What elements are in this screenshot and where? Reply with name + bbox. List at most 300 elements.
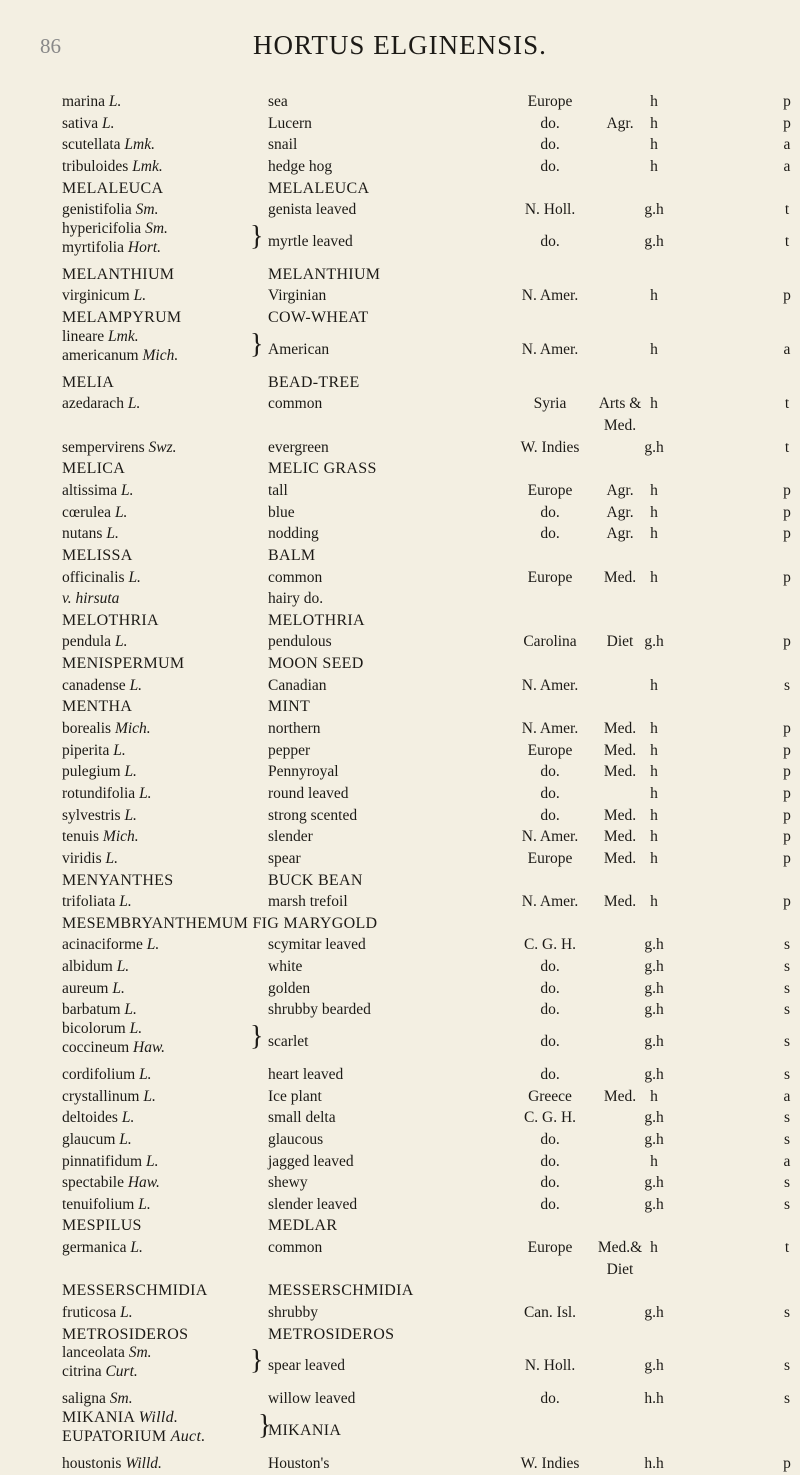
genus-row (0, 372, 800, 394)
duration: p (783, 763, 791, 781)
common-name: pepper (268, 741, 311, 759)
common-name: Ice plant (268, 1087, 322, 1105)
common-name: shewy (268, 1174, 308, 1192)
house: g.h (644, 1001, 664, 1019)
common-name: Canadian (268, 676, 327, 694)
species-name: barbatum L. (62, 1001, 137, 1019)
duration: s (783, 1195, 791, 1213)
common-name: round leaved (268, 784, 349, 802)
genus-name: MELAMPYRUM (62, 309, 182, 327)
species-name: americanum Mich. (62, 346, 179, 364)
genus-name: MELOTHRIA (62, 611, 159, 629)
genus-name: MENYANTHES (62, 871, 174, 889)
house: g.h (644, 1065, 664, 1083)
house: h (650, 525, 658, 543)
country: do. (540, 763, 560, 781)
duration: p (783, 828, 791, 846)
species-name: crystallinum L. (62, 1087, 156, 1105)
species-row (0, 956, 800, 978)
species-name: houstonis Willd. (62, 1454, 162, 1472)
duration: p (783, 784, 791, 802)
authority: L. (129, 1019, 143, 1037)
genus-row (0, 870, 800, 892)
genus-name: MELICA (62, 460, 126, 478)
house: g.h (644, 1304, 664, 1322)
species-row (0, 1064, 800, 1086)
house: h (650, 503, 658, 521)
duration: s (783, 936, 791, 954)
common-name: common (268, 395, 323, 413)
authority: Lmk. (124, 136, 155, 154)
house: h (650, 893, 658, 911)
species-name: germanica L. (62, 1239, 143, 1257)
use: Med.& (597, 1239, 643, 1257)
house: h (650, 287, 658, 305)
species-name: genistifolia Sm. (62, 201, 159, 219)
species-name: cœrulea L. (62, 503, 128, 521)
species-row (0, 1086, 800, 1108)
house: h (650, 340, 658, 358)
species-name: rotundifolia L. (62, 784, 152, 802)
genus-row (0, 545, 800, 567)
variety-name: v. hirsuta (62, 590, 120, 608)
house: h (650, 676, 658, 694)
country: do. (540, 958, 560, 976)
use: Med. (603, 568, 637, 586)
house: g.h (644, 1032, 664, 1050)
country: do. (540, 1195, 560, 1213)
species-name: acinaciforme L. (62, 936, 160, 954)
genus-common-name: MINT (268, 698, 311, 716)
house: h.h (644, 1454, 664, 1472)
authority: Haw. (127, 1174, 160, 1192)
species-name: tenuis Mich. (62, 828, 139, 846)
authority: L. (124, 1001, 137, 1019)
genus-name: MENISPERMUM (62, 655, 185, 673)
species-name: officinalis L. (62, 568, 141, 586)
species-row (0, 502, 800, 524)
brace: } (250, 328, 264, 360)
country: do. (540, 784, 560, 802)
house: h (650, 828, 658, 846)
common-name: scymitar leaved (268, 936, 366, 954)
duration: t (784, 1239, 790, 1257)
variety-row (0, 588, 800, 610)
use: Med. (603, 417, 637, 435)
common-name: scarlet (268, 1032, 309, 1050)
species-row (0, 156, 800, 178)
common-name: myrtle leaved (268, 232, 353, 250)
species-name: trifoliata L. (62, 893, 132, 911)
genus-common-name: COW-WHEAT (268, 309, 369, 327)
species-row (0, 631, 800, 653)
common-name: hairy do. (268, 590, 324, 608)
country: do. (540, 979, 560, 997)
common-name: nodding (268, 525, 319, 543)
authority: L. (121, 1109, 135, 1127)
common-name: blue (268, 503, 295, 521)
house: g.h (644, 936, 664, 954)
species-name: sativa L. (62, 114, 115, 132)
common-name: jagged leaved (268, 1152, 354, 1170)
species-name: pendula L. (62, 633, 128, 651)
genus-row (0, 653, 800, 675)
authority: Mich. (102, 828, 139, 846)
use: Med. (603, 741, 637, 759)
country: Europe (527, 93, 573, 110)
genus-row (0, 696, 800, 718)
genus-common-name: MOON SEED (268, 655, 364, 673)
species-row (0, 393, 800, 415)
genus-row (0, 178, 800, 200)
running-title: HORTUS ELGINENSIS. (253, 30, 547, 60)
page-number: 86 (40, 34, 61, 58)
country: C. G. H. (523, 1109, 577, 1127)
authority: Lmk. (108, 327, 139, 345)
species-row (0, 891, 800, 913)
house: h (650, 1239, 658, 1257)
house: h (650, 849, 658, 867)
genus-common-name: BUCK BEAN (268, 871, 363, 889)
duration: s (783, 1065, 791, 1083)
species-name: coccineum Haw. (62, 1038, 166, 1056)
duration: a (783, 1087, 791, 1105)
house: g.h (644, 232, 664, 250)
genus-name: MENTHA (62, 698, 133, 716)
species-row (0, 91, 800, 113)
species-row (0, 934, 800, 956)
authority: L. (120, 1304, 133, 1322)
authority: Mich. (114, 720, 151, 738)
common-name: shrubby bearded (268, 1001, 371, 1019)
duration: p (783, 287, 791, 305)
common-name: small delta (268, 1109, 336, 1127)
species-name: saligna Sm. (62, 1390, 133, 1408)
synonym-row (0, 329, 800, 372)
use: Med. (603, 763, 637, 781)
country: do. (540, 1001, 560, 1019)
country: do. (540, 1390, 560, 1408)
species-row (0, 1107, 800, 1129)
authority: L. (145, 1152, 159, 1170)
country: do. (540, 806, 560, 824)
duration: s (783, 1032, 791, 1050)
genus-common-name: MELALEUCA (268, 179, 370, 197)
duration: p (783, 1454, 791, 1472)
species-row (0, 675, 800, 697)
species-row (0, 1194, 800, 1216)
duration: p (783, 893, 791, 911)
authority: Swz. (148, 438, 177, 456)
country: do. (540, 136, 560, 154)
use: Diet (606, 633, 634, 651)
authority: L. (124, 763, 137, 781)
species-row (0, 718, 800, 740)
country: N. Amer. (521, 720, 579, 738)
authority: Sm. (128, 1344, 152, 1362)
authority: Lmk. (132, 157, 163, 175)
country: N. Amer. (521, 287, 579, 305)
use: Arts & (598, 395, 642, 413)
common-name: MIKANIA (268, 1421, 342, 1439)
authority: L. (105, 849, 118, 867)
species-name: spectabile Haw. (62, 1174, 160, 1192)
authority: Auct. (170, 1427, 206, 1445)
country: C. G. H. (523, 936, 577, 954)
duration: p (783, 525, 791, 543)
use: Med. (603, 828, 637, 846)
genus-common-name: MELIC GRASS (268, 460, 377, 478)
house: g.h (644, 201, 664, 219)
country: N. Amer. (521, 676, 579, 694)
house: h (650, 784, 658, 802)
duration: t (784, 395, 790, 413)
genus-name: MESSERSCHMIDIA (62, 1282, 208, 1300)
country: Europe (527, 849, 573, 867)
duration: s (783, 1357, 791, 1375)
country: Europe (527, 1239, 573, 1257)
continuation-row (0, 415, 800, 437)
authority: L. (139, 1065, 152, 1083)
species-row (0, 134, 800, 156)
common-name: evergreen (268, 438, 329, 456)
common-name: hedge hog (268, 157, 333, 175)
species-name: nutans L. (62, 525, 119, 543)
species-name: tenuifolium L. (62, 1195, 151, 1213)
house: h (650, 114, 658, 132)
species-row (0, 805, 800, 827)
authority: L. (129, 676, 143, 694)
genus-name: MELIA (62, 373, 115, 391)
common-name: slender (268, 828, 313, 846)
country: N. Holl. (524, 1357, 576, 1375)
species-name: aureum L. (62, 979, 125, 997)
common-name: heart leaved (268, 1065, 344, 1083)
use: Agr. (606, 525, 634, 543)
country: Europe (527, 741, 573, 759)
duration: p (783, 114, 791, 132)
use: Agr. (606, 481, 634, 499)
house: h (650, 568, 658, 586)
genus-row (0, 1280, 800, 1302)
country: Can. Isl. (523, 1304, 577, 1322)
house: g.h (644, 1174, 664, 1192)
authority: L. (106, 525, 119, 543)
common-name: spear leaved (268, 1357, 346, 1375)
brace: } (250, 1020, 264, 1052)
house: h (650, 157, 658, 175)
common-name: American (268, 340, 330, 358)
authority: L. (120, 481, 134, 499)
authority: L. (114, 633, 128, 651)
species-row (0, 848, 800, 870)
duration: s (783, 1174, 791, 1192)
country: W. Indies (520, 1454, 580, 1472)
use: Agr. (606, 114, 634, 132)
synonym-row (0, 221, 800, 264)
species-name: glaucum L. (62, 1130, 132, 1148)
authority: Curt. (105, 1363, 138, 1381)
use: Med. (603, 1087, 637, 1105)
common-name: tall (268, 481, 288, 499)
country: do. (540, 1065, 560, 1083)
genus-row (0, 913, 800, 935)
duration: s (783, 1109, 791, 1127)
catalogue-list (0, 91, 800, 1475)
use: Med. (603, 849, 637, 867)
house: g.h (644, 1109, 664, 1127)
species-name: canadense L. (62, 676, 143, 694)
authority: L. (133, 287, 147, 305)
duration: p (783, 849, 791, 867)
house: g.h (644, 1130, 664, 1148)
duration: p (783, 568, 791, 586)
common-name: Virginian (268, 287, 327, 305)
duration: p (783, 93, 791, 110)
country: do. (540, 503, 560, 521)
species-row (0, 826, 800, 848)
duration: a (783, 136, 791, 154)
species-row (0, 1237, 800, 1259)
common-name: willow leaved (268, 1390, 356, 1408)
common-name: common (268, 568, 323, 586)
synonym-row (0, 1345, 800, 1388)
brace: } (258, 1409, 272, 1441)
duration: s (783, 1130, 791, 1148)
common-name: Houston's (268, 1454, 330, 1472)
duration: t (784, 201, 790, 219)
species-name: pulegium L. (62, 763, 137, 781)
authority: L. (119, 893, 132, 911)
brace: } (250, 1345, 264, 1377)
duration: s (783, 979, 791, 997)
country: do. (540, 1032, 560, 1050)
common-name: pendulous (268, 633, 332, 651)
genus-name: MELANTHIUM (62, 265, 175, 283)
common-name: shrubby (268, 1304, 318, 1322)
species-row (0, 437, 800, 459)
country: N. Amer. (521, 340, 579, 358)
genus-common-name: METROSIDEROS (268, 1325, 395, 1343)
common-name: marsh trefoil (268, 893, 348, 911)
species-row (0, 1302, 800, 1324)
country: Syria (533, 395, 567, 413)
authority: L. (128, 568, 141, 586)
country: Europe (527, 481, 573, 499)
duration: p (783, 806, 791, 824)
species-name: lineare Lmk. (62, 327, 139, 345)
authority: Haw. (133, 1038, 166, 1056)
use: Agr. (606, 503, 634, 521)
species-row (0, 523, 800, 545)
house: h (650, 1152, 658, 1170)
genus-common-name: MESSERSCHMIDIA (268, 1282, 414, 1300)
authority: L. (114, 503, 128, 521)
duration: a (783, 340, 791, 358)
country: do. (540, 232, 560, 250)
country: N. Amer. (521, 893, 579, 911)
house: g.h (644, 979, 664, 997)
authority: L. (138, 1195, 151, 1213)
species-row (0, 1453, 800, 1475)
genus-common-name: MELOTHRIA (268, 611, 365, 629)
duration: s (783, 958, 791, 976)
use: Med. (603, 893, 637, 911)
species-row (0, 978, 800, 1000)
species-row (0, 567, 800, 589)
species-name: sempervirens Swz. (62, 438, 177, 456)
species-name: deltoides L. (62, 1109, 135, 1127)
authority: L. (139, 784, 152, 802)
authority: L. (124, 806, 137, 824)
species-row (0, 480, 800, 502)
genus-row (0, 1215, 800, 1237)
use: Diet (606, 1260, 634, 1278)
species-row (0, 1129, 800, 1151)
house: g.h (644, 438, 664, 456)
genus-name: MELISSA (62, 546, 133, 564)
species-row (0, 783, 800, 805)
authority: Mich. (142, 346, 179, 364)
house: h (650, 93, 658, 110)
use: Med. (603, 806, 637, 824)
duration: s (783, 1390, 791, 1408)
species-name: EUPATORIUM Auct. (62, 1427, 206, 1445)
authority: Willd. (125, 1454, 162, 1472)
duration: p (783, 503, 791, 521)
common-name: common (268, 1239, 323, 1257)
duration: t (784, 232, 790, 250)
house: h (650, 806, 658, 824)
house: h (650, 481, 658, 499)
country: Greece (528, 1087, 572, 1105)
common-name: snail (268, 136, 298, 154)
country: do. (540, 1174, 560, 1192)
country: Carolina (523, 633, 577, 651)
house: g.h (644, 1195, 664, 1213)
species-name: azedarach L. (62, 395, 141, 413)
common-name: northern (268, 720, 321, 738)
species-name: myrtifolia Hort. (62, 238, 162, 256)
house: h (650, 720, 658, 738)
country: Europe (527, 568, 573, 586)
authority: L. (119, 1130, 132, 1148)
page-header (0, 28, 800, 68)
species-row (0, 113, 800, 135)
common-name: spear (268, 849, 301, 867)
country: do. (540, 525, 560, 543)
species-name: scutellata Lmk. (62, 136, 155, 154)
genus-row (0, 458, 800, 480)
house: g.h (644, 1357, 664, 1375)
species-name: piperita L. (62, 741, 126, 759)
duration: a (783, 1152, 791, 1170)
species-name: bicolorum L. (62, 1019, 143, 1037)
common-name: strong scented (268, 806, 358, 824)
species-name: sylvestris L. (62, 806, 137, 824)
genus-row (0, 610, 800, 632)
brace: } (250, 220, 264, 252)
species-name: citrina Curt. (62, 1363, 138, 1381)
authority: L. (127, 395, 141, 413)
duration: s (783, 676, 791, 694)
species-name: MIKANIA Willd. (62, 1408, 179, 1426)
house: h (650, 741, 658, 759)
country: do. (540, 1152, 560, 1170)
species-name: lanceolata Sm. (62, 1344, 152, 1362)
use: Med. (603, 720, 637, 738)
authority: Sm. (109, 1390, 133, 1408)
